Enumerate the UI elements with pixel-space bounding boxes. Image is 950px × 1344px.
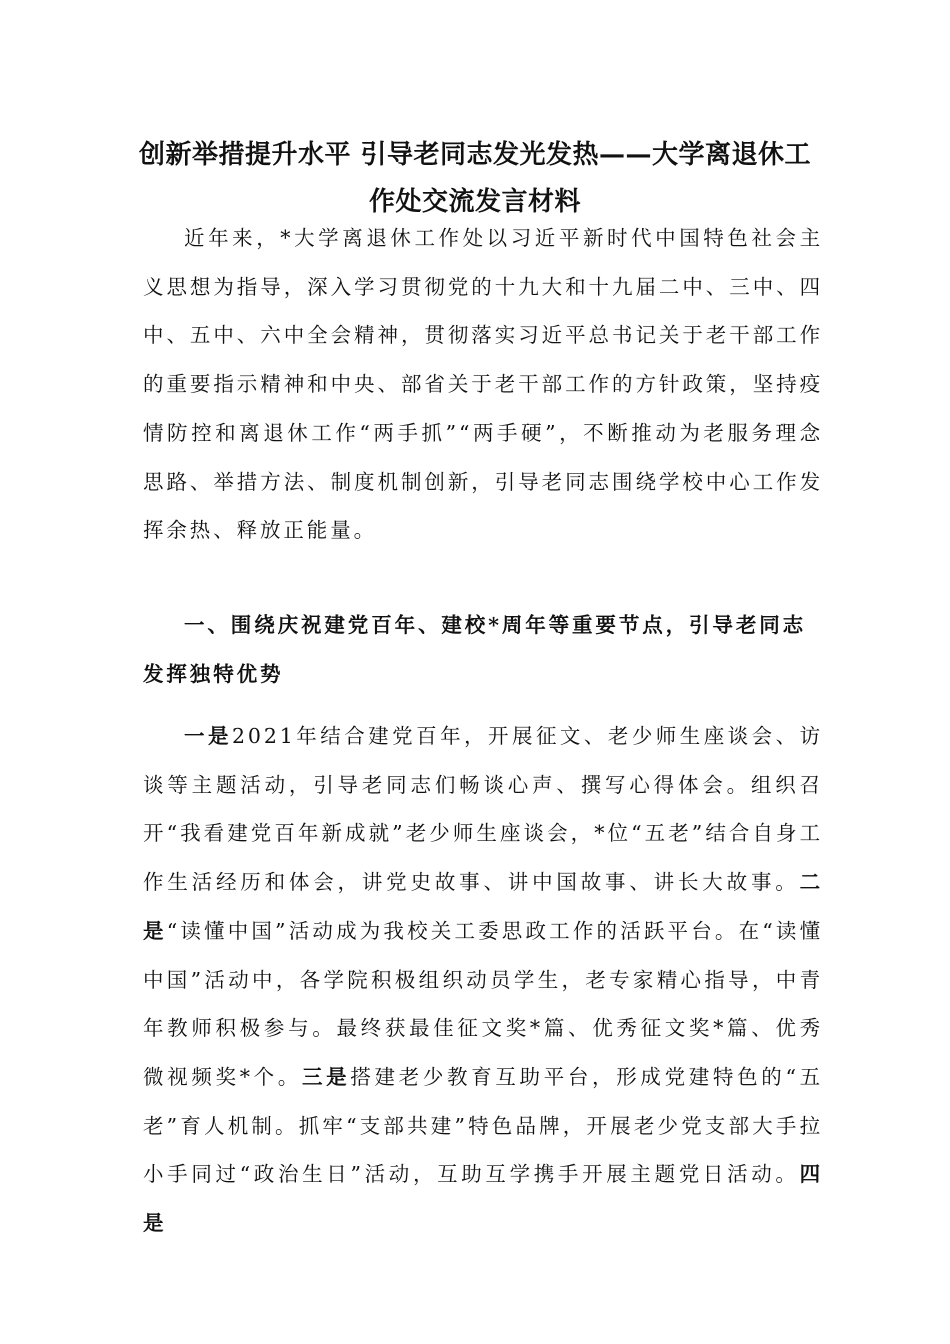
point-4-label: 四是 bbox=[143, 1162, 823, 1236]
point-2-label: 二是 bbox=[143, 870, 823, 943]
intro-paragraph: 近年来，*大学离退休工作处以习近平新时代中国特色社会主义思想为指导，深入学习贯彻党的十九大和十九届二中、三中、四中、五中、六中全会精神，贯彻落实习近平总书记关于老干部工作的重要指示精神和中央、部省关于老干部工作的方针政策，坚持疫情防控和离退休工作“两手抓”“两手硬”，不断推动为老服务理念思路、举措方法、制度机制创新，引导老同志围绕学校中心工作发挥余热、释放正能量。 bbox=[143, 226, 823, 543]
point-1-label: 一是 bbox=[184, 724, 232, 748]
section-1-heading: 一、围绕庆祝建党百年、建校*周年等重要节点，引导老同志发挥独特优势 bbox=[143, 613, 807, 686]
document-title-line-1: 创新举措提升水平 引导老同志发光发热——大学离退休工 bbox=[138, 140, 812, 170]
point-2-text: “读懂中国”活动成为我校关工委思政工作的活跃平台。在“读懂中国”活动中，各学院积极组织动员学生，老专家精心指导，中青年教师积极参与。最终获最佳征文奖*篇、优秀征文奖*篇、优秀微视频奖*个。 bbox=[143, 918, 823, 1089]
document-title-line-2: 作处交流发言材料 bbox=[368, 187, 581, 217]
point-1-text: 2021年结合建党百年，开展征文、老少师生座谈会、访谈等主题活动，引导老同志们畅谈心声、撰写心得体会。组织召开“我看建党百年新成就”老少师生座谈会，*位“五老”结合自身工作生活经历和体会，讲党史故事、讲中国故事、讲长大故事。 bbox=[143, 724, 823, 895]
section-1-body bbox=[143, 712, 823, 1248]
point-3-label: 三是 bbox=[301, 1064, 351, 1089]
point-3-text: 搭建老少教育互助平台，形成党建特色的“五老”育人机制。抓牢“支部共建”特色品牌，开展老少党支部大手拉小手同过“政治生日”活动，互助互学携手开展主题党日活动。 bbox=[143, 1064, 823, 1187]
